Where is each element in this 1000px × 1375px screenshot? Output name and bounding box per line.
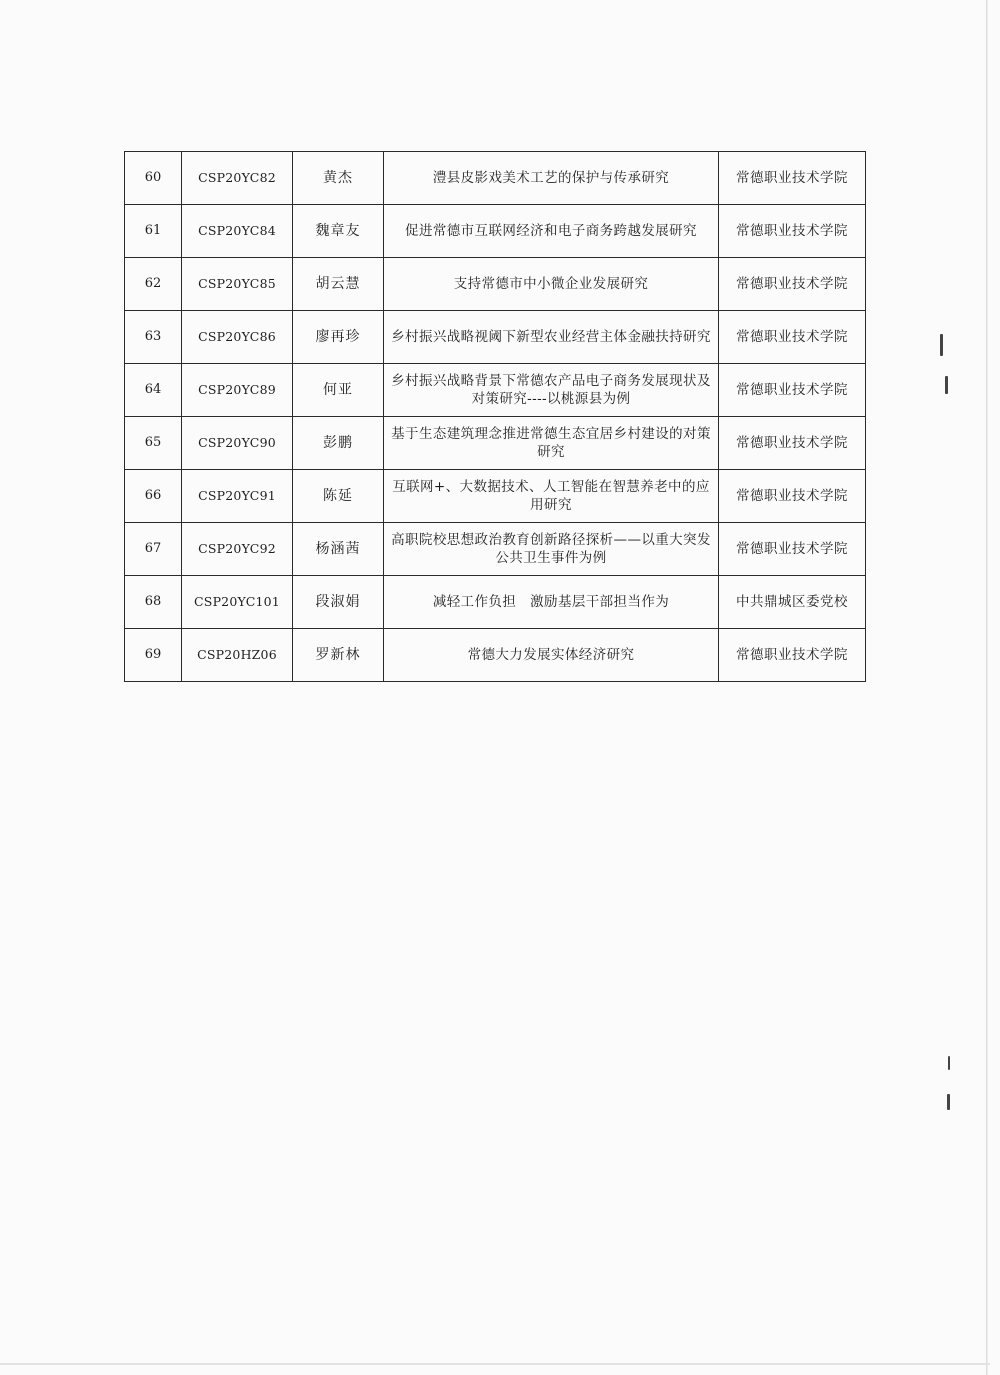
researcher-name: 段淑娟 <box>293 576 384 629</box>
project-title: 乡村振兴战略视阈下新型农业经营主体金融扶持研究 <box>384 311 719 364</box>
institution: 常德职业技术学院 <box>719 258 866 311</box>
row-number: 67 <box>125 523 182 576</box>
institution: 中共鼎城区委党校 <box>719 576 866 629</box>
researcher-name: 何亚 <box>293 364 384 417</box>
table-row <box>125 523 866 576</box>
institution: 常德职业技术学院 <box>719 470 866 523</box>
row-number: 69 <box>125 629 182 682</box>
project-code: CSP20YC82 <box>182 152 293 205</box>
project-title: 支持常德市中小微企业发展研究 <box>384 258 719 311</box>
row-number: 65 <box>125 417 182 470</box>
institution: 常德职业技术学院 <box>719 629 866 682</box>
project-list-table <box>124 151 865 682</box>
researcher-name: 陈延 <box>293 470 384 523</box>
researcher-name: 彭鹏 <box>293 417 384 470</box>
project-title: 互联网+、大数据技术、人工智能在智慧养老中的应用研究 <box>384 470 719 523</box>
row-number: 60 <box>125 152 182 205</box>
project-code: CSP20YC101 <box>182 576 293 629</box>
project-title: 常德大力发展实体经济研究 <box>384 629 719 682</box>
institution: 常德职业技术学院 <box>719 364 866 417</box>
researcher-name: 魏章友 <box>293 205 384 258</box>
row-number: 63 <box>125 311 182 364</box>
table-row <box>125 152 866 205</box>
project-code: CSP20YC86 <box>182 311 293 364</box>
project-table <box>124 151 866 682</box>
table-row <box>125 576 866 629</box>
institution: 常德职业技术学院 <box>719 311 866 364</box>
table-row <box>125 417 866 470</box>
project-title: 澧县皮影戏美术工艺的保护与传承研究 <box>384 152 719 205</box>
researcher-name: 胡云慧 <box>293 258 384 311</box>
project-title: 基于生态建筑理念推进常德生态宜居乡村建设的对策研究 <box>384 417 719 470</box>
scan-mark <box>947 1094 950 1110</box>
table-row <box>125 629 866 682</box>
table-row <box>125 311 866 364</box>
row-number: 68 <box>125 576 182 629</box>
project-code: CSP20YC85 <box>182 258 293 311</box>
project-code: CSP20YC91 <box>182 470 293 523</box>
table-row <box>125 258 866 311</box>
researcher-name: 罗新林 <box>293 629 384 682</box>
scan-mark <box>948 1056 950 1070</box>
researcher-name: 廖再珍 <box>293 311 384 364</box>
table-row <box>125 470 866 523</box>
row-number: 64 <box>125 364 182 417</box>
table-row <box>125 364 866 417</box>
scan-mark <box>940 334 943 356</box>
project-title: 促进常德市互联网经济和电子商务跨越发展研究 <box>384 205 719 258</box>
project-code: CSP20YC92 <box>182 523 293 576</box>
researcher-name: 杨涵茜 <box>293 523 384 576</box>
project-title: 乡村振兴战略背景下常德农产品电子商务发展现状及对策研究----以桃源县为例 <box>384 364 719 417</box>
project-code: CSP20HZ06 <box>182 629 293 682</box>
row-number: 62 <box>125 258 182 311</box>
researcher-name: 黄杰 <box>293 152 384 205</box>
institution: 常德职业技术学院 <box>719 152 866 205</box>
project-code: CSP20YC90 <box>182 417 293 470</box>
institution: 常德职业技术学院 <box>719 417 866 470</box>
project-code: CSP20YC84 <box>182 205 293 258</box>
table-row <box>125 205 866 258</box>
row-number: 61 <box>125 205 182 258</box>
page-edge-bottom <box>0 1363 990 1365</box>
institution: 常德职业技术学院 <box>719 523 866 576</box>
project-code: CSP20YC89 <box>182 364 293 417</box>
project-title: 减轻工作负担 激励基层干部担当作为 <box>384 576 719 629</box>
scan-mark <box>945 376 948 394</box>
institution: 常德职业技术学院 <box>719 205 866 258</box>
project-title: 高职院校思想政治教育创新路径探析——以重大突发公共卫生事件为例 <box>384 523 719 576</box>
page-edge <box>986 0 988 1375</box>
row-number: 66 <box>125 470 182 523</box>
